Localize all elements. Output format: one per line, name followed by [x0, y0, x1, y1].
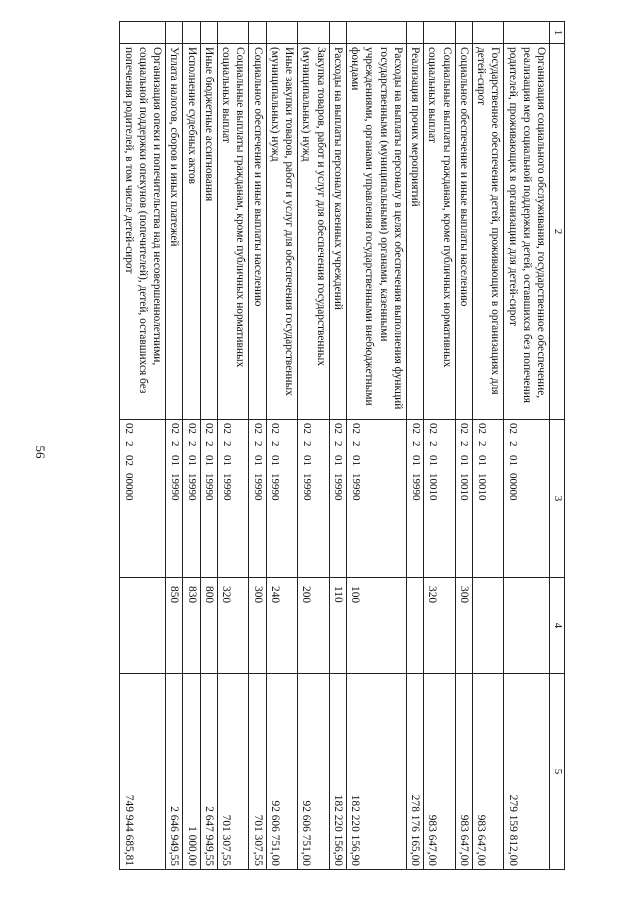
code-segment: 01: [475, 455, 488, 466]
code-segment: 02: [332, 423, 345, 434]
header-cell-2: 2: [550, 44, 565, 420]
row-expense-type-cell: 830: [183, 578, 200, 674]
row-amount-cell: 749 944 685,81: [120, 674, 166, 870]
row-expense-type-cell: [504, 578, 550, 674]
row-blank-cell: [120, 22, 166, 44]
table-row: [298, 22, 330, 870]
code-segment: 01: [203, 455, 216, 466]
row-code-cell: [120, 420, 166, 578]
row-blank-cell: [166, 22, 183, 44]
table-row: [166, 22, 183, 870]
row-name-cell: Расходы на выплаты персоналу казенных учреждений: [329, 44, 346, 420]
row-code-cell: [473, 420, 505, 578]
row-code-cell: [298, 420, 330, 578]
row-amount-cell: 92 606 751,00: [266, 674, 298, 870]
row-expense-type-cell: 800: [200, 578, 217, 674]
row-amount-cell: 701 307,55: [218, 674, 250, 870]
code-segment: 2: [169, 441, 181, 447]
table-row: [347, 22, 407, 870]
row-amount-cell: 182 220 156,90: [329, 674, 346, 870]
row-name-cell: Социальное обеспечение и иные выплаты населению: [455, 44, 472, 420]
row-expense-type-cell: [407, 578, 424, 674]
code-segment: 01: [332, 455, 345, 466]
row-expense-type-cell: 240: [266, 578, 298, 674]
code-segment: 01: [409, 455, 422, 466]
row-name-cell: Закупка товаров, работ и услуг для обеспечения государственных (муниципальных) нужд: [298, 44, 330, 420]
table-row: [424, 22, 456, 870]
row-code-cell: [504, 420, 550, 578]
code-segment: 01: [186, 455, 199, 466]
code-segment: 02: [409, 423, 422, 434]
code-segment: 10010: [458, 473, 471, 501]
row-name-cell: Реализация прочих мероприятий: [407, 44, 424, 420]
code-segment: 02: [220, 423, 233, 434]
code-segment: 19990: [409, 473, 422, 501]
code-segment: 02: [458, 423, 471, 434]
row-name-cell: Иные закупки товаров, работ и услуг для обеспечения государственных (муниципальных) нужд: [266, 44, 298, 420]
row-code-cell: [218, 420, 250, 578]
row-blank-cell: [200, 22, 217, 44]
code-segment: 2: [409, 441, 422, 447]
row-amount-cell: 2 647 949,55: [200, 674, 217, 870]
code-segment: 01: [169, 455, 181, 466]
code-segment: 2: [475, 441, 488, 447]
row-blank-cell: [504, 22, 550, 44]
row-blank-cell: [218, 22, 250, 44]
code-segment: 2: [332, 441, 345, 447]
code-segment: 10010: [475, 473, 488, 501]
table-row: [249, 22, 266, 870]
row-name-cell: Иные бюджетные ассигнования: [200, 44, 217, 420]
code-segment: 01: [507, 455, 520, 466]
code-segment: 2: [203, 441, 216, 447]
row-expense-type-cell: 200: [298, 578, 330, 674]
code-segment: 2: [301, 441, 313, 447]
code-segment: 2: [349, 441, 362, 447]
code-segment: 00000: [507, 473, 520, 501]
header-cell-1: 1: [550, 22, 565, 44]
code-segment: 19990: [220, 473, 233, 501]
row-code-cell: [407, 420, 424, 578]
code-segment: 2: [458, 441, 471, 447]
code-segment: 2: [507, 441, 520, 447]
code-segment: 2: [252, 441, 265, 447]
budget-table: [120, 21, 566, 870]
table-row: [200, 22, 217, 870]
row-expense-type-cell: 300: [249, 578, 266, 674]
row-amount-cell: 983 647,00: [424, 674, 456, 870]
row-amount-cell: 701 307,55: [249, 674, 266, 870]
code-segment: 19990: [269, 473, 282, 501]
code-segment: 01: [349, 455, 362, 466]
budget-table-container: [50, 21, 565, 869]
table-row: [218, 22, 250, 870]
row-expense-type-cell: 850: [166, 578, 183, 674]
table-row: [266, 22, 298, 870]
row-name-cell: Организация социального обслуживания, государственное обеспечение, реализация мер социальной поддержки детей, оставшихся без попечения родителей, проживающих в организации для детей-сирот: [504, 44, 550, 420]
row-blank-cell: [329, 22, 346, 44]
row-name-cell: Социальные выплаты гражданам, кроме публичных нормативных социальных выплат: [424, 44, 456, 420]
row-expense-type-cell: [473, 578, 505, 674]
header-cell-3: 3: [550, 420, 565, 578]
code-segment: 02: [123, 455, 136, 466]
code-segment: 02: [475, 423, 488, 434]
row-blank-cell: [183, 22, 200, 44]
code-segment: 19990: [203, 473, 216, 501]
code-segment: 01: [458, 455, 471, 466]
row-expense-type-cell: 110: [329, 578, 346, 674]
table-row: [407, 22, 424, 870]
row-blank-cell: [249, 22, 266, 44]
row-name-cell: Уплата налогов, сборов и иных платежей: [166, 44, 183, 420]
code-segment: 01: [427, 455, 439, 466]
code-segment: 2: [269, 441, 282, 447]
row-code-cell: [455, 420, 472, 578]
code-segment: 2: [186, 441, 199, 447]
code-segment: 01: [301, 455, 313, 466]
page-number: 56: [33, 445, 48, 459]
code-segment: 02: [169, 423, 181, 434]
row-amount-cell: 278 176 165,00: [407, 674, 424, 870]
table-row: [455, 22, 472, 870]
code-segment: 02: [186, 423, 199, 434]
row-expense-type-cell: 320: [424, 578, 456, 674]
row-blank-cell: [455, 22, 472, 44]
rotated-page-area: [50, 21, 565, 869]
code-segment: 02: [269, 423, 282, 434]
code-segment: 10010: [427, 473, 439, 501]
code-segment: 00000: [123, 473, 136, 501]
code-segment: 2: [220, 441, 233, 447]
row-name-cell: Социальные выплаты гражданам, кроме публичных нормативных социальных выплат: [218, 44, 250, 420]
table-row: [120, 22, 166, 870]
row-amount-cell: 279 159 812,00: [504, 674, 550, 870]
code-segment: 19990: [169, 473, 181, 501]
row-amount-cell: 2 646 949,55: [166, 674, 183, 870]
row-blank-cell: [473, 22, 505, 44]
row-amount-cell: 182 220 156,90: [347, 674, 407, 870]
row-blank-cell: [424, 22, 456, 44]
row-amount-cell: 92 606 751,00: [298, 674, 330, 870]
row-expense-type-cell: 100: [347, 578, 407, 674]
row-name-cell: Организация опеки и попечительства над несовершеннолетними, социальной поддержки опекунов (попечителей), детей, оставшихся без попечения родителей, в том числе детей-сирот: [120, 44, 166, 420]
row-code-cell: [249, 420, 266, 578]
row-amount-cell: 1 000,00: [183, 674, 200, 870]
row-name-cell: Расходы на выплаты персоналу в целях обеспечения выполнения функций государственными (муниципальными) органами, казенными учреждениями, органами управления государственными внебюджетными фондами: [347, 44, 407, 420]
row-code-cell: [200, 420, 217, 578]
code-segment: 2: [427, 441, 439, 447]
row-blank-cell: [407, 22, 424, 44]
code-segment: 19990: [301, 473, 313, 501]
table-row: [183, 22, 200, 870]
row-code-cell: [424, 420, 456, 578]
code-segment: 01: [252, 455, 265, 466]
code-segment: 02: [203, 423, 216, 434]
row-amount-cell: 983 647,00: [473, 674, 505, 870]
code-segment: 2: [123, 441, 136, 447]
code-segment: 01: [269, 455, 282, 466]
code-segment: 02: [349, 423, 362, 434]
row-blank-cell: [298, 22, 330, 44]
row-code-cell: [329, 420, 346, 578]
code-segment: 02: [252, 423, 265, 434]
code-segment: 19990: [186, 473, 199, 501]
row-name-cell: Государственное обеспечение детей, проживающих в организациях для детей-сирот: [473, 44, 505, 420]
code-segment: 19990: [252, 473, 265, 501]
row-blank-cell: [347, 22, 407, 44]
row-code-cell: [266, 420, 298, 578]
code-segment: 19990: [349, 473, 362, 501]
row-name-cell: Социальное обеспечение и иные выплаты населению: [249, 44, 266, 420]
row-amount-cell: 983 647,00: [455, 674, 472, 870]
header-row: [550, 22, 565, 870]
table-row: [504, 22, 550, 870]
row-name-cell: Исполнение судебных актов: [183, 44, 200, 420]
row-expense-type-cell: 300: [455, 578, 472, 674]
table-row: [473, 22, 505, 870]
code-segment: 02: [301, 423, 313, 434]
code-segment: 19990: [332, 473, 345, 501]
row-code-cell: [183, 420, 200, 578]
header-cell-4: 4: [550, 578, 565, 674]
table-row: [329, 22, 346, 870]
code-segment: 02: [427, 423, 439, 434]
row-code-cell: [347, 420, 407, 578]
code-segment: 02: [123, 423, 136, 434]
row-blank-cell: [266, 22, 298, 44]
row-expense-type-cell: 320: [218, 578, 250, 674]
code-segment: 01: [220, 455, 233, 466]
header-cell-5: 5: [550, 674, 565, 870]
row-code-cell: [166, 420, 183, 578]
row-expense-type-cell: [120, 578, 166, 674]
code-segment: 02: [507, 423, 520, 434]
